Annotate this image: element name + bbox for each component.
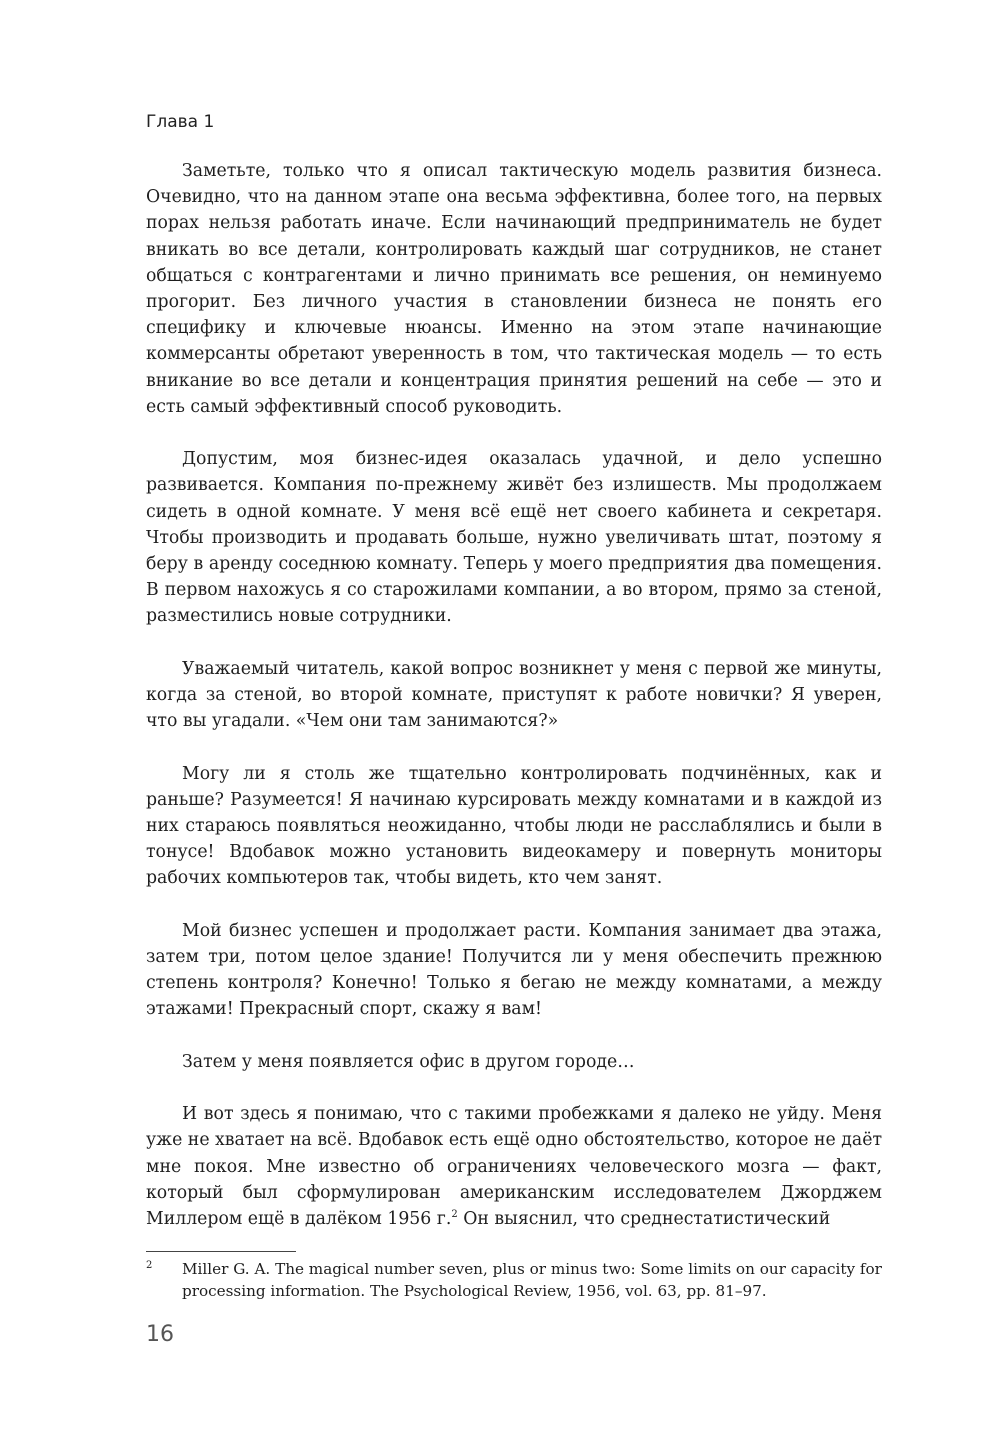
footnote-divider: [146, 1251, 296, 1252]
paragraph: Допустим, моя бизнес-идея оказалась удачной, и дело успешно развивается. Компания по-прежнему живёт без излишеств. Мы продолжаем сидеть в одной комнате. У меня всё ещё нет своего кабинета и секретаря. Чтобы производить и продавать больше, нужно увеличивать штат, поэтому я беру в аренду соседнюю комнату. Теперь у моего предприятия два помещения. В первом нахожусь я со старожилами компании, а во втором, прямо за стеной, разместились новые сотрудники.: [146, 449, 882, 627]
running-header: Глава 1: [146, 112, 215, 132]
paragraph: Затем у меня появляется офис в другом городе…: [182, 1051, 635, 1072]
body-text: [146, 158, 882, 1232]
footnote-ref: 2: [451, 1209, 458, 1221]
footnote: [146, 1258, 882, 1302]
footnote-number: 2: [146, 1260, 153, 1271]
paragraph-text: И вот здесь я понимаю, что с такими пробежками я далеко не уйду. Меня уже не хватает на всё. Вдобавок есть ещё одно обстоятельство, которое не даёт мне покоя. Мне известно об ограничениях человеческого мозга — факт, который был сформулирован американским исследователем Джорджем Миллером ещё в далёком 1956 г.: [146, 1104, 882, 1230]
paragraph: Могу ли я столь же тщательно контролировать подчинённых, как и раньше? Разумеется! Я начинаю курсировать между комнатами и в каждой из них стараюсь появляться неожиданно, чтобы люди не расслаблялись и были в тонусе! Вдобавок можно установить видеокамеру и повернуть мониторы рабочих компьютеров так, чтобы видеть, кто чем занят.: [146, 763, 882, 889]
paragraph: Заметьте, только что я описал тактическую модель развития бизнеса. Очевидно, что на данном этапе она весьма эффективна, более того, на первых порах нельзя работать иначе. Если начинающий предприниматель не будет вникать во все детали, контролировать каждый шаг сотрудников, не станет общаться с контрагентами и лично принимать все решения, он неминуемо прогорит. Без личного участия в становлении бизнеса не понять его специфику и ключевые нюансы. Именно на этом этапе начинающие коммерсанты обретают уверенность в том, что тактическая модель — то есть вникание во все детали и концентрация принятия решений на себе — это и есть самый эффективный способ руководить.: [146, 161, 882, 417]
footnote-text: Miller G. A. The magical number seven, plus or minus two: Some limits on our capacity for processing information. The Psychological Review, 1956, vol. 63, pp. 81–97.: [182, 1260, 882, 1300]
paragraph: Уважаемый читатель, какой вопрос возникнет у меня с первой же минуты, когда за стеной, во второй комнате, приступят к работе новички? Я уверен, что вы угадали. «Чем они там занимаются?»: [146, 658, 882, 732]
paragraph-with-footnote-ref: [146, 1101, 882, 1232]
paragraph: Мой бизнес успешен и продолжает расти. Компания занимает два этажа, затем три, потом целое здание! Получится ли у меня обеспечить прежнюю степень контроля? Конечно! Только я бегаю не между комнатами, а между этажами! Прекрасный спорт, скажу я вам!: [146, 920, 882, 1020]
paragraph-tail: Он выяснил, что среднестатистический: [457, 1209, 831, 1230]
page-number: 16: [146, 1322, 174, 1347]
